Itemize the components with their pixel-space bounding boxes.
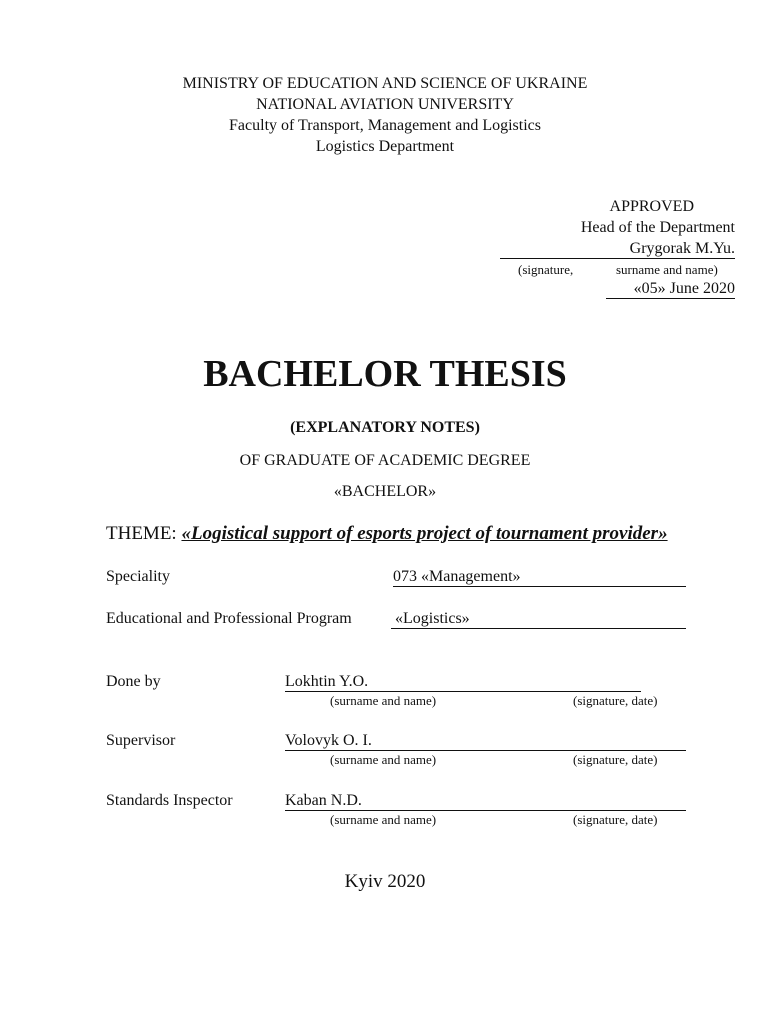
faculty-heading: Faculty of Transport, Management and Logistics: [229, 117, 541, 134]
thesis-title: BACHELOR THESIS: [203, 353, 567, 395]
done-by-name-caption: (surname and name): [330, 693, 437, 708]
explanatory-notes: (EXPLANATORY NOTES): [290, 419, 480, 436]
done-by-label: Done by: [106, 673, 161, 690]
theme-row: [106, 523, 668, 545]
supervisor-name: Volovyk O. I.: [285, 732, 686, 751]
signature-caption: (signature,: [518, 262, 574, 277]
inspector-name-caption: (surname and name): [330, 812, 437, 827]
program-label: Educational and Professional Program: [106, 610, 352, 627]
ministry-heading: MINISTRY OF EDUCATION AND SCIENCE OF UKRAINE: [182, 75, 588, 92]
inspector-name: Kaban N.D.: [285, 792, 686, 811]
university-heading: NATIONAL AVIATION UNIVERSITY: [256, 96, 514, 113]
approved-label: APPROVED: [609, 198, 694, 215]
degree-line: OF GRADUATE OF ACADEMIC DEGREE: [239, 452, 531, 469]
surname-caption: surname and name): [616, 262, 718, 277]
supervisor-signature-caption: (signature, date): [573, 752, 658, 767]
bachelor-line: «BACHELOR»: [333, 483, 437, 500]
theme-label: THEME:: [106, 523, 177, 544]
inspector-label: Standards Inspector: [106, 792, 233, 809]
head-of-department: Head of the Department: [580, 219, 735, 236]
inspector-signature-caption: (signature, date): [573, 812, 658, 827]
speciality-value: 073 «Management»: [393, 568, 686, 587]
city-year: Kyiv 2020: [344, 871, 426, 892]
approval-date: «05» June 2020: [606, 280, 735, 299]
department-heading: Logistics Department: [315, 138, 455, 155]
done-by-name: Lokhtin Y.O.: [285, 673, 641, 692]
done-by-signature-caption: (signature, date): [573, 693, 658, 708]
speciality-label: Speciality: [106, 568, 170, 585]
supervisor-label: Supervisor: [106, 732, 176, 749]
supervisor-name-caption: (surname and name): [330, 752, 437, 767]
theme-value: «Logistical support of esports project of tournament provider»: [181, 523, 668, 544]
program-value: «Logistics»: [391, 610, 686, 629]
approver-name: Grygorak M.Yu.: [500, 240, 735, 259]
